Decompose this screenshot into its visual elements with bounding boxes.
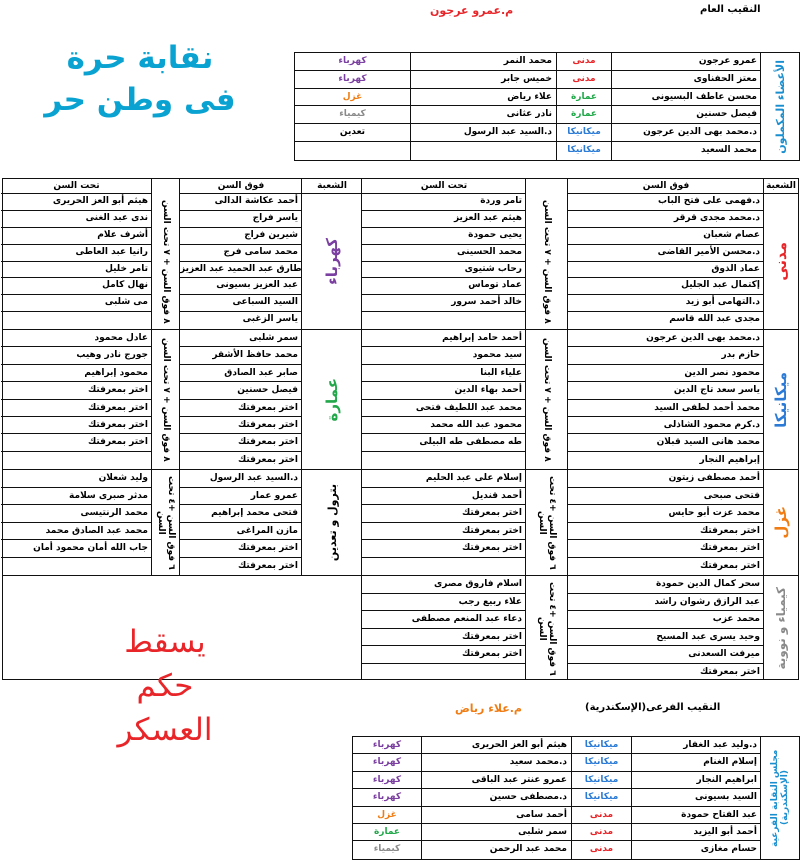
member-specialty: كهرباء <box>338 73 367 84</box>
quota-ghazl: ٦ فوق السن +٤ تحت السن <box>537 475 557 570</box>
member-name: د.محمد سعيد <box>421 754 571 771</box>
candidate-name: عمرو عمار <box>180 488 302 506</box>
general-head-label: النقيب العام <box>700 4 761 15</box>
member-row <box>353 789 761 806</box>
candidate-name: هيثم أبو العز الحريرى <box>1 194 152 211</box>
candidate-name: مى شلبى <box>1 295 152 312</box>
member-specialty: تعدين <box>339 127 366 138</box>
header-under-left: تحت السن <box>1 179 152 194</box>
candidate-name: اختر بمعرفتك <box>568 523 764 541</box>
candidate-name: ياسر فراج <box>180 211 302 228</box>
member-row <box>295 124 761 142</box>
member-name: د.وليد عبد الغفار <box>631 737 761 754</box>
member-row <box>353 841 761 858</box>
member-specialty <box>295 142 410 160</box>
candidate-name: إكتمال عبد الجليل <box>568 278 764 295</box>
member-name: أحمد سامى <box>421 807 571 824</box>
branch-table <box>352 736 800 860</box>
quota-petrol: ٦ فوق السن +٤ تحت السن <box>156 475 176 570</box>
candidate-name: محمد الرنتيسى <box>1 505 152 523</box>
candidate-name: أشرف علام <box>1 228 152 245</box>
candidate-name: محمد هانى السيد قبلان <box>568 434 764 451</box>
candidate-name: اختر بمعرفتك <box>237 454 298 465</box>
candidate-name: محمد سامى فرج <box>180 245 302 262</box>
candidate-name: رحاب شتيوى <box>362 262 526 279</box>
candidate-name: اسلام فاروق مصرى <box>362 576 526 594</box>
candidate-name: فيصل حسنين <box>180 382 302 399</box>
candidate-name: نهال كامل <box>1 278 152 295</box>
candidate-name: أحمد حامد إبراهيم <box>362 330 526 347</box>
candidate-name: محمود نصر الدين <box>568 365 764 382</box>
candidate-name: سحر كمال الدين حمودة <box>568 576 764 594</box>
candidate-name: رانيا عبد العاطى <box>1 245 152 262</box>
candidate-name: ميرفت السعدنى <box>568 646 764 664</box>
candidate-name: د.كرم محمود الشاذلى <box>568 417 764 434</box>
member-specialty: ميكانيكا <box>571 789 631 806</box>
sector-kahraba: كهرباء <box>323 238 341 285</box>
candidate-name: اختر بمعرفتك <box>362 505 526 523</box>
member-specialty: ميكانيكا <box>556 142 611 160</box>
candidate-name: تامر خليل <box>1 262 152 279</box>
candidate-name: السيد السباعى <box>180 295 302 312</box>
member-name: فيصل حسنين <box>611 106 761 124</box>
candidate-name: عماد الذوق <box>568 262 764 279</box>
slogan-line-3: العسكر <box>117 712 213 748</box>
candidate-name: عبد الرازق رشوان راشد <box>568 594 764 612</box>
founders-side-label: الأعضاء المكملون <box>760 53 799 160</box>
member-specialty: كهرباء <box>372 792 402 803</box>
header-under-right: تحت السن <box>362 179 526 194</box>
sector-kimia: كيمياء و نووية <box>774 587 788 670</box>
candidate-name: مازن المراغى <box>180 523 302 541</box>
candidate-name: محمود إبراهيم <box>1 365 152 382</box>
member-specialty: ميكانيكا <box>571 754 631 771</box>
candidate-name <box>362 664 526 682</box>
candidate-name: تامر وردة <box>362 194 526 211</box>
candidate-name: محمد عبد اللطيف فتحى <box>362 400 526 417</box>
member-specialty: كهرباء <box>372 774 402 785</box>
quota-madani: ٨ فوق السن + ٧ تحت السن <box>542 199 552 324</box>
candidate-name: اختر بمعرفتك <box>180 434 302 451</box>
member-row <box>353 772 761 789</box>
candidate-name: اختر بمعرفتك <box>180 417 302 434</box>
candidate-name: مجدى عبد الله قاسم <box>669 314 760 325</box>
member-name: محسن عاطف البسيونى <box>611 89 761 107</box>
candidate-name: ياسر سعد تاج الدين <box>568 382 764 399</box>
member-specialty: مدنى <box>571 807 631 824</box>
slogan-line-2: حكم <box>136 668 194 704</box>
candidate-name: اختر بمعرفتك <box>362 523 526 541</box>
candidate-name: د.التهامى أبو زيد <box>568 295 764 312</box>
candidate-name: شيرين فراج <box>180 228 302 245</box>
candidate-name: علاء ربيع رجب <box>362 594 526 612</box>
candidate-name: محمد أحمد لطفى السيد <box>568 400 764 417</box>
candidate-name: محمد حافظ الأشقر <box>180 347 302 364</box>
member-row <box>353 737 761 754</box>
member-name: عمرو عرجون <box>611 53 761 71</box>
member-specialty: ميكانيكا <box>556 124 611 142</box>
member-name: د.محمد بهى الدين عرجون <box>611 124 761 142</box>
candidate-name: فتحى صبحى <box>568 488 764 506</box>
member-name <box>410 142 556 160</box>
logo-line-1: نقابة حرة <box>66 40 214 76</box>
header-over-right: فوق السن <box>568 179 764 194</box>
member-specialty: ميكانيكا <box>571 737 631 754</box>
branch-head-name: م.علاء رياض <box>455 702 522 715</box>
candidate-name: اختر بمعرفتك <box>1 434 152 451</box>
member-row <box>295 106 761 124</box>
quota-emara: ٨ فوق السن + ٧ تحت السن <box>161 337 171 462</box>
branch-head-label: النقيب الفرعى(الإسكندرية) <box>585 702 721 713</box>
candidate-name: ندى عبد الغنى <box>1 211 152 228</box>
sector-mechanic: ميكانيكا <box>772 371 790 428</box>
member-row <box>295 71 761 89</box>
branch-side-label: مجلس النقابة الفرعية (الإسكندرية) <box>760 737 799 859</box>
member-name: السيد بسيونى <box>631 789 761 806</box>
member-specialty: مدنى <box>556 71 611 89</box>
member-name: عبد الفتاح حمودة <box>631 807 761 824</box>
candidate-name: اختر بمعرفتك <box>180 540 302 558</box>
candidate-name <box>362 452 526 469</box>
member-name: نادر عثانى <box>410 106 556 124</box>
sector-ghazl: غزل <box>772 506 790 539</box>
candidate-name: مدثر صبرى سلامة <box>1 488 152 506</box>
member-row <box>353 824 761 841</box>
candidate-name: محمد الحسينى <box>362 245 526 262</box>
candidate-name: اختر بمعرفتك <box>1 400 152 417</box>
candidate-name: اختر بمعرفتك <box>362 646 526 664</box>
member-specialty: ميكانيكا <box>571 772 631 789</box>
candidate-name <box>1 558 152 576</box>
member-name: هيثم أبو العز الحريرى <box>421 737 571 754</box>
member-specialty: غزل <box>342 91 363 102</box>
candidate-name: اختر بمعرفتك <box>699 560 760 571</box>
candidate-name: أحمد بهاء الدين <box>362 382 526 399</box>
candidate-name: هيثم عبد العزيز <box>362 211 526 228</box>
candidate-name: اختر بمعرفتك <box>180 400 302 417</box>
founders-table <box>294 52 800 161</box>
member-specialty: عمارة <box>373 827 401 837</box>
candidate-name: محمد عزب <box>568 611 764 629</box>
candidate-name: محمود عبد الله محمد <box>362 417 526 434</box>
candidate-name: صابر عبد الصادق <box>180 365 302 382</box>
member-row <box>353 754 761 771</box>
member-name: د.مصطفى حسين <box>421 789 571 806</box>
candidate-name: وليد شعلان <box>1 470 152 488</box>
member-row <box>295 89 761 107</box>
candidate-name: جاب الله أمان محمود أمان <box>1 540 152 558</box>
header-sector-right: الشعبة <box>764 179 798 194</box>
candidate-name: أحمد عكاشة الدالى <box>180 194 302 211</box>
member-name: سمر شلبى <box>421 824 571 841</box>
member-name: خميس جابر <box>410 71 556 89</box>
candidate-name: اختر بمعرفتك <box>1 382 152 399</box>
member-specialty: مدنى <box>571 841 631 858</box>
candidate-name: طارق عبد الحميد عبد العزيز <box>180 262 302 279</box>
member-name: د.السيد عبد الرسول <box>410 124 556 142</box>
candidate-name: اختر بمعرفتك <box>699 666 760 677</box>
candidate-name: د.فهمى على فتح الباب <box>568 194 764 211</box>
candidate-name: محمد عزت أبو حايس <box>568 505 764 523</box>
councils-grid <box>2 178 799 680</box>
candidate-name: يحيى حمودة <box>362 228 526 245</box>
candidate-name <box>362 558 526 576</box>
sector-madani: مدنى <box>772 242 790 281</box>
member-name: محمد السعيد <box>611 142 761 160</box>
member-name: محمد عبد الرحمن <box>421 841 571 858</box>
candidate-name: عصام شعبان <box>568 228 764 245</box>
member-specialty: عمارة <box>556 106 611 124</box>
member-name: محمد النمر <box>410 53 556 71</box>
general-head-name: م.عمرو عرجون <box>430 4 514 17</box>
candidate-name: د.محمد بهى الدين عرجون <box>568 330 764 347</box>
sector-emara: عمارة <box>323 377 341 422</box>
member-name: عمرو عنتر عبد الباقى <box>421 772 571 789</box>
candidate-name: عادل محمود <box>1 330 152 347</box>
candidate-name: د.محسن الأمير القاضى <box>568 245 764 262</box>
candidate-name <box>362 312 526 329</box>
quota-kahraba: ٨ فوق السن + ٧ تحت السن <box>161 199 171 324</box>
candidate-name: دعاء عبد المنعم مصطفى <box>362 611 526 629</box>
member-name: إسلام الغنام <box>631 754 761 771</box>
candidate-name: علياء البنا <box>362 365 526 382</box>
candidate-name: حازم بدر <box>568 347 764 364</box>
candidate-name: عماد توماس <box>362 278 526 295</box>
header-sector-left: الشعبة <box>302 179 362 194</box>
candidate-name <box>1 312 152 329</box>
candidate-name: خالد أحمد سرور <box>362 295 526 312</box>
candidate-name: إبراهيم النجار <box>699 454 760 465</box>
candidate-name: ياسر الزغبى <box>242 314 298 325</box>
candidate-name: د.السيد عبد الرسول <box>180 470 302 488</box>
candidate-name: اختر بمعرفتك <box>1 417 152 434</box>
member-specialty: كهرباء <box>372 740 402 750</box>
candidate-name: عبد العزيز بسيونى <box>180 278 302 295</box>
quota-kimia: ٦ فوق السن +٤ تحت السن <box>537 581 557 676</box>
candidate-name: اختر بمعرفتك <box>362 629 526 647</box>
member-specialty: كهرباء <box>372 757 402 768</box>
candidate-name: فتحى محمد إبراهيم <box>180 505 302 523</box>
logo-line-2: فى وطن حر <box>44 82 236 118</box>
candidate-name: طه مصطفى طه البيلى <box>362 434 526 451</box>
candidate-name: أحمد قنديل <box>362 488 526 506</box>
member-specialty: كهرباء <box>338 56 367 66</box>
candidate-name: محمد عبد الصادق محمد <box>1 523 152 541</box>
member-row <box>353 807 761 824</box>
member-specialty: غزل <box>377 809 397 820</box>
slogan-line-1: يسقط <box>124 624 206 660</box>
member-specialty: كيمياء <box>339 109 366 120</box>
member-specialty: مدنى <box>571 824 631 841</box>
candidate-name: إسلام على عبد الحليم <box>362 470 526 488</box>
sector-petrol: بترول و تعدين <box>325 483 339 562</box>
member-specialty: مدنى <box>556 53 611 71</box>
member-name: ابراهيم النجار <box>631 772 761 789</box>
header-over-left: فوق السن <box>180 179 302 194</box>
candidate-name: سيد محمود <box>362 347 526 364</box>
member-row <box>295 53 761 71</box>
member-name: معتز الحفناوى <box>611 71 761 89</box>
candidate-name: أحمد مصطفى زيتون <box>568 470 764 488</box>
quota-mechanic: ٨ فوق السن + ٧ تحت السن <box>542 337 552 462</box>
candidate-name: د.محمد مجدى قرقر <box>568 211 764 228</box>
member-row <box>295 142 761 160</box>
member-specialty: عمارة <box>556 89 611 107</box>
member-name: علاء رياض <box>410 89 556 107</box>
candidate-name: سمر شلبى <box>180 330 302 347</box>
candidate-name <box>1 452 152 469</box>
candidate-name: اختر بمعرفتك <box>568 540 764 558</box>
candidate-name: اختر بمعرفتك <box>237 560 298 571</box>
member-name: حسام مغازى <box>631 841 761 858</box>
member-name: أحمد أبو اليزيد <box>631 824 761 841</box>
member-specialty: كيمياء <box>373 844 401 855</box>
candidate-name: وحيد يسرى عبد المسيح <box>568 629 764 647</box>
candidate-name: اختر بمعرفتك <box>362 540 526 558</box>
candidate-name: جورج نادر وهيب <box>1 347 152 364</box>
